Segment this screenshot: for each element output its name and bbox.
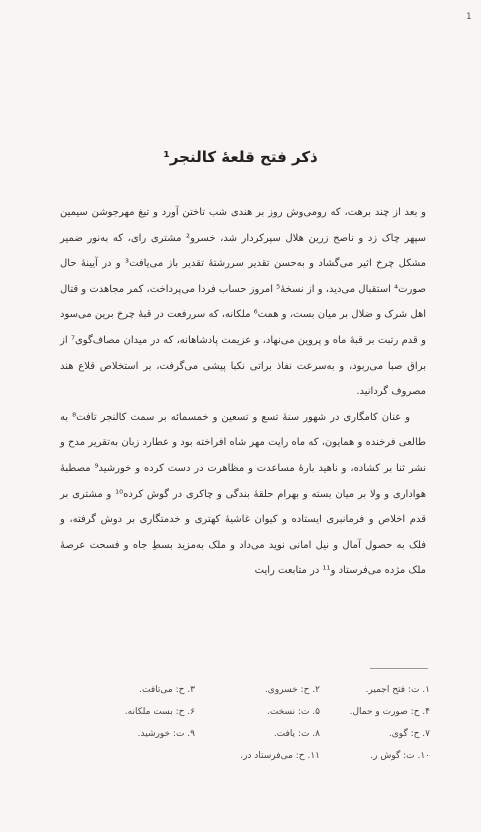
page-number: 1	[466, 12, 472, 22]
footnote-row	[80, 745, 430, 767]
footnote-divider	[370, 668, 428, 669]
footnote: ۱۱. ح: می‌فرستاد در.	[240, 751, 320, 761]
footnote	[85, 745, 195, 767]
footnote: ۵. ت: نسخت.	[267, 707, 320, 717]
footnote: ۷. ح: گوی.	[388, 729, 430, 739]
body-text	[60, 200, 426, 584]
footnote-row	[80, 679, 430, 701]
footnote: ۹. ت: خورشید.	[137, 729, 195, 739]
paragraph: و عنان کامگاری در شهور سنهٔ تسع و تسعین و خمسمائه بر سمت کالنجر تافت⁸ به طالعی فرخنده و همایون، که ماه رایت مهر شاه افراخته بود و عطارد زبان به‌تقریر مدح و نشر ثنا بر کشاده، و ناهید بارهٔ مساعدت و مظاهرت در دست کرده و خورشید⁹ مصطبهٔ هواداری و ولا بر میان بسته و بهرام حلقهٔ بندگی و چاکری در گوش کرده¹⁰ و مشتری بر قدم اخلاص و فرمانبری ایستاده و کیوان غاشیهٔ کهتری و خدمتگاری بر دوش گرفته، و فلک به حصول آمال و نیل امانی نوید می‌داد و ملک به‌مزید بسطِ جاه و فسحت عرصهٔ ملک مژده می‌فرستاد و¹¹ در متابعت رایت	[60, 411, 426, 577]
footnote: ۱۰. ت: گوش ر.	[370, 751, 430, 761]
footnote: ۴. ح: صورت و حمال.	[349, 707, 430, 717]
footnote: ۱. ت: فتح اجمیر.	[365, 685, 430, 695]
footnote-row	[80, 701, 430, 723]
footnote: ۶. ح: بست ملکانه.	[124, 707, 195, 717]
footnote: ۸. ت: یافت.	[273, 729, 320, 739]
paragraph: و بعد از چند برهت، که رومی‌وش روز بر هندی شب تاختن آورد و تیغ مهرجوشن سیمین سپهر چاک زد و ناصح زرین هلال سپرکردار شد، خسرو² مشتری رای، که به‌نور ضمیر مشکل چرخ اثیر می‌گشاد و به‌حسن تقدیر سررشتهٔ تقدیر باز می‌یافت³ و در آیینهٔ حال صورت⁴ استقبال می‌دید، و از نسخهٔ⁵ امروز حساب فردا می‌پرداخت، کمر مجاهدت و قتال اهل شرک و ضلال بر میان بست، و همت⁶ ملکانه، که سررفعت در قبهٔ چرخ برین می‌سود و قدم رتبت بر قبهٔ ماه و پروین می‌نهاد، و عزیمت پادشاهانه، که در میدان مصاف‌گوی⁷ از براق صبا می‌ربود، و به‌سرعت نفاذ براتی نکبا پیشی می‌گرفت، بر استخلاص قلاع هند مصروف گردانید.	[60, 207, 426, 398]
footnote-row	[80, 723, 430, 745]
footnote: ۳. ح: می‌تافت.	[139, 685, 195, 695]
chapter-title: ذکر فتح قلعهٔ کالنجر¹	[163, 148, 318, 166]
footnote: ۲. ح: خسروی.	[264, 685, 320, 695]
footnotes	[80, 679, 430, 767]
